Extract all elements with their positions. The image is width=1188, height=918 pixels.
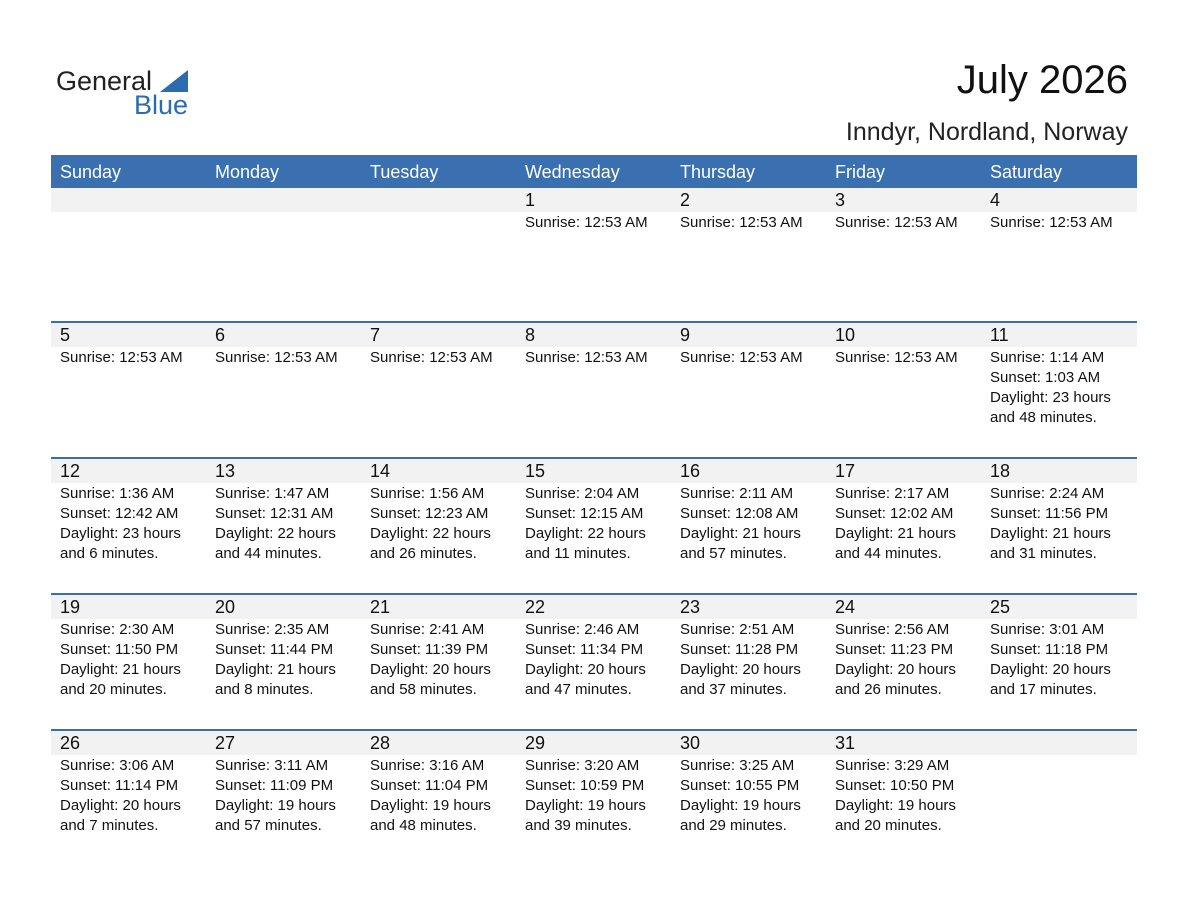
sun-info-line: Daylight: 21 hours [60,661,181,678]
sun-info-line: and 39 minutes. [525,817,632,834]
day-cell-info [516,619,671,729]
info-row [51,212,1137,321]
calendar-week [51,188,1137,321]
sun-info-line: Sunset: 10:55 PM [680,777,800,794]
day-cell-info [981,212,1136,321]
sun-info-line: Sunset: 11:18 PM [990,641,1109,658]
sun-info-line: and 48 minutes. [990,409,1097,426]
info-row [51,755,1137,865]
day-cell-info [206,755,361,865]
sun-info-line: Sunrise: 1:47 AM [215,485,330,502]
info-row [51,483,1137,593]
sun-info-line: Daylight: 19 hours [215,797,336,814]
date-row [51,731,1137,755]
day-number: 30 [680,733,701,753]
sun-info-line: Daylight: 23 hours [990,389,1111,406]
sun-info-line: and 26 minutes. [835,681,942,698]
date-row [51,323,1137,347]
sun-info-line: Sunrise: 12:53 AM [680,214,803,231]
sun-info-line: Sunrise: 1:36 AM [60,485,175,502]
sun-info-line: Sunrise: 3:16 AM [370,757,485,774]
weekday-header [51,155,1137,188]
day-number: 3 [835,190,846,210]
sun-info-line: Sunset: 11:39 PM [370,641,489,658]
day-number: 5 [60,325,71,345]
day-cell-info [51,619,206,729]
sun-info-line: and 57 minutes. [680,545,787,562]
day-number: 19 [60,597,81,617]
sun-info-line: Sunset: 12:08 AM [680,505,799,522]
sun-info-line: and 48 minutes. [370,817,477,834]
day-number: 15 [525,461,546,481]
day-cell-info [826,483,981,593]
day-number: 18 [990,461,1011,481]
sun-info-line: Daylight: 22 hours [370,525,491,542]
sun-info-line: Daylight: 20 hours [680,661,801,678]
day-number [206,188,361,212]
day-cell-info [361,347,516,457]
sun-info-line: and 37 minutes. [680,681,787,698]
page-title: July 2026 [956,58,1128,102]
sun-info-line: and 47 minutes. [525,681,632,698]
calendar-week [51,457,1137,593]
sun-info-line: Daylight: 23 hours [60,525,181,542]
weekday-sunday: Sunday [60,162,122,182]
sun-info-line: Sunrise: 2:04 AM [525,485,640,502]
day-number: 8 [525,325,536,345]
sun-info-line: and 29 minutes. [680,817,787,834]
sun-info-line: Sunrise: 2:46 AM [525,621,640,638]
sun-info-line: Daylight: 19 hours [680,797,801,814]
sun-info-line: Sunset: 11:28 PM [680,641,799,658]
sun-info-line: Sunrise: 12:53 AM [835,349,958,366]
info-row [51,347,1137,457]
sun-info-line: Sunrise: 1:14 AM [990,349,1105,366]
day-number: 2 [680,190,691,210]
day-number: 24 [835,597,856,617]
sun-info-line: and 20 minutes. [60,681,167,698]
weekday-monday: Monday [215,162,280,182]
day-number: 26 [60,733,81,753]
day-number: 23 [680,597,701,617]
date-row [51,595,1137,619]
day-number: 9 [680,325,691,345]
day-cell-info [671,347,826,457]
day-number: 27 [215,733,236,753]
calendar-week [51,593,1137,729]
day-number: 22 [525,597,546,617]
weekday-thursday: Thursday [680,162,756,182]
sun-info-line: Sunset: 11:44 PM [215,641,334,658]
sun-info-line: Sunrise: 2:35 AM [215,621,330,638]
logo-text-blue: Blue [134,90,189,120]
sun-info-line: Daylight: 19 hours [525,797,646,814]
sun-info-line: Sunset: 11:34 PM [525,641,644,658]
sun-info-line: Sunrise: 2:41 AM [370,621,485,638]
sun-info-line: Sunrise: 3:29 AM [835,757,950,774]
sun-info-line: Sunset: 12:23 AM [370,505,489,522]
day-cell-info [826,212,981,321]
sun-info-line: and 44 minutes. [835,545,942,562]
sun-info-line: Daylight: 22 hours [525,525,646,542]
day-cell-info [516,212,671,321]
day-cell-info [981,483,1136,593]
sun-info-line: and 8 minutes. [215,681,314,698]
sun-info-line: and 31 minutes. [990,545,1097,562]
sun-info-line: Daylight: 21 hours [215,661,336,678]
calendar-weeks [51,188,1137,865]
weekday-tuesday: Tuesday [370,162,439,182]
day-number: 16 [680,461,701,481]
sun-info-line: Sunrise: 1:56 AM [370,485,485,502]
sun-info-line: Sunrise: 12:53 AM [60,349,183,366]
day-cell-info [206,483,361,593]
day-number: 17 [835,461,856,481]
sun-info-line: Sunrise: 12:53 AM [835,214,958,231]
sun-info-line: Sunset: 11:09 PM [215,777,334,794]
day-cell-info [206,619,361,729]
sun-info-line: Daylight: 20 hours [60,797,181,814]
sun-info-line: Sunset: 10:50 PM [835,777,955,794]
day-number [361,188,516,212]
sun-info-line: Sunrise: 3:11 AM [215,757,329,774]
day-cell-info [671,483,826,593]
day-cell-info [981,755,1136,865]
sun-info-line: Sunset: 11:56 PM [990,505,1109,522]
day-cell-info [671,755,826,865]
sun-info-line: Sunrise: 2:30 AM [60,621,175,638]
logo-triangle-icon [160,70,188,92]
sun-info-line: Daylight: 20 hours [525,661,646,678]
day-number: 14 [370,461,391,481]
sun-info-line: Sunrise: 12:53 AM [215,349,338,366]
sun-info-line: and 57 minutes. [215,817,322,834]
day-cell-info [361,483,516,593]
day-cell-info [51,483,206,593]
sun-info-line: Sunrise: 12:53 AM [990,214,1113,231]
day-cell-info [206,347,361,457]
sun-info-line: Sunset: 11:23 PM [835,641,954,658]
sun-info-line: Sunrise: 12:53 AM [525,214,648,231]
sun-info-line: Sunrise: 2:11 AM [680,485,794,502]
day-number: 21 [370,597,391,617]
day-cell-info [361,755,516,865]
sun-info-line: Sunset: 12:42 AM [60,505,179,522]
sun-info-line: Sunrise: 2:56 AM [835,621,950,638]
weekday-saturday: Saturday [990,162,1063,182]
day-cell-info [981,619,1136,729]
sun-info-line: Sunset: 10:59 PM [525,777,645,794]
logo-text-general: General [56,66,153,96]
sun-info-line: Sunrise: 2:24 AM [990,485,1105,502]
info-row [51,619,1137,729]
calendar-week [51,729,1137,865]
day-number: 28 [370,733,391,753]
day-cell-info [516,347,671,457]
day-cell-info [206,212,361,321]
sun-info-line: Sunrise: 2:51 AM [680,621,795,638]
sun-info-line: and 17 minutes. [990,681,1097,698]
sun-info-line: Daylight: 21 hours [835,525,956,542]
sun-info-line: Sunrise: 2:17 AM [835,485,950,502]
day-number: 12 [60,461,81,481]
day-cell-info [361,212,516,321]
day-number: 7 [370,325,381,345]
sun-info-line: Sunrise: 12:53 AM [370,349,493,366]
day-cell-info [671,619,826,729]
day-number: 25 [990,597,1011,617]
sun-info-line: and 26 minutes. [370,545,477,562]
day-cell-info [826,347,981,457]
sun-info-line: Sunset: 11:14 PM [60,777,179,794]
sun-info-line: Daylight: 21 hours [680,525,801,542]
sun-info-line: and 7 minutes. [60,817,159,834]
date-row [51,459,1137,483]
sun-info-line: and 11 minutes. [525,545,631,562]
sun-info-line: Daylight: 21 hours [990,525,1111,542]
sun-info-line: Sunrise: 3:25 AM [680,757,795,774]
day-cell-info [516,755,671,865]
sun-info-line: Sunrise: 12:53 AM [680,349,803,366]
sun-info-line: Sunset: 12:15 AM [525,505,644,522]
sun-info-line: and 6 minutes. [60,545,159,562]
weekday-wednesday: Wednesday [525,162,620,182]
sun-info-line: and 20 minutes. [835,817,942,834]
sun-info-line: Daylight: 19 hours [370,797,491,814]
day-number: 1 [525,190,536,210]
sun-info-line: Daylight: 20 hours [835,661,956,678]
day-cell-info [51,212,206,321]
day-cell-info [51,347,206,457]
day-number [981,731,1136,755]
sun-info-line: Sunset: 12:02 AM [835,505,954,522]
day-cell-info [516,483,671,593]
day-number: 31 [835,733,856,753]
sun-info-line: Sunset: 12:31 AM [215,505,334,522]
day-number: 29 [525,733,546,753]
sun-info-line: and 44 minutes. [215,545,322,562]
day-cell-info [361,619,516,729]
sun-info-line: Daylight: 19 hours [835,797,956,814]
location-subtitle: Inndyr, Nordland, Norway [845,118,1128,146]
sun-info-line: Sunrise: 3:06 AM [60,757,175,774]
calendar [51,155,1137,865]
day-cell-info [826,619,981,729]
day-cell-info [51,755,206,865]
sun-info-line: Daylight: 22 hours [215,525,336,542]
sun-info-line: Daylight: 20 hours [990,661,1111,678]
calendar-week [51,321,1137,457]
sun-info-line: Sunrise: 12:53 AM [525,349,648,366]
sun-info-line: Sunrise: 3:01 AM [990,621,1105,638]
day-number: 13 [215,461,236,481]
date-row [51,188,1137,212]
logo [56,64,206,120]
sun-info-line: and 58 minutes. [370,681,477,698]
sun-info-line: Sunset: 11:50 PM [60,641,179,658]
sun-info-line: Sunrise: 3:20 AM [525,757,640,774]
day-cell-info [981,347,1136,457]
day-number: 4 [990,190,1001,210]
sun-info-line: Daylight: 20 hours [370,661,491,678]
day-number: 20 [215,597,236,617]
day-cell-info [671,212,826,321]
day-cell-info [826,755,981,865]
weekday-friday: Friday [835,162,886,182]
day-number: 11 [990,325,1009,345]
day-number: 6 [215,325,226,345]
sun-info-line: Sunset: 11:04 PM [370,777,489,794]
day-number [51,188,206,212]
day-number: 10 [835,325,856,345]
sun-info-line: Sunset: 1:03 AM [990,369,1101,386]
